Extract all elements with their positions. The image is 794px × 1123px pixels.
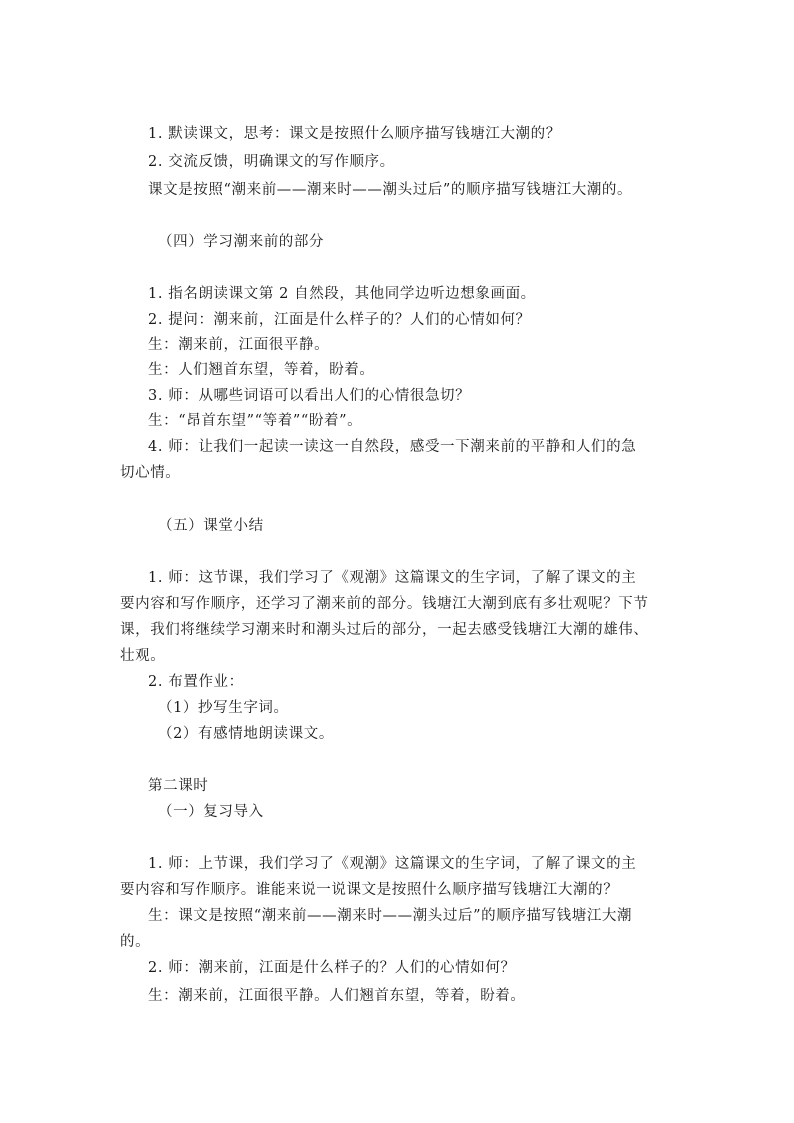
paragraph-line: 2. 交流反馈，明确课文的写作顺序。	[148, 154, 395, 170]
paragraph-line: 壮观。	[120, 648, 166, 664]
paragraph-line: 3. 师：从哪些词语可以看出人们的心情很急切？	[148, 388, 471, 404]
paragraph-line: 要内容和写作顺序，还学习了潮来前的部分。钱塘江大潮到底有多壮观呢？下节	[120, 596, 649, 612]
paragraph-line: 课文是按照“潮来前——潮来时——潮头过后”的顺序描写钱塘江大潮的。	[148, 182, 633, 198]
paragraph-line: 生：“昂首东望”“等着”“盼着”。	[148, 413, 363, 429]
paragraph-line: 生：潮来前，江面很平静。人们翘首东望，等着，盼着。	[148, 988, 526, 1004]
section-heading: （四）学习潮来前的部分	[158, 234, 325, 250]
paragraph-line: （2）有感情地朗读课文。	[158, 726, 334, 742]
paragraph-line: 1. 指名朗读课文第 2 自然段，其他同学边听边想象画面。	[148, 286, 536, 302]
paragraph-line: 2. 布置作业：	[148, 674, 244, 690]
paragraph-line: 的。	[120, 934, 151, 950]
paragraph-line: 课，我们将继续学习潮来时和潮头过后的部分，一起去感受钱塘江大潮的雄伟、	[120, 622, 649, 638]
paragraph-line: 要内容和写作顺序。谁能来说一说课文是按照什么顺序描写钱塘江大潮的？	[120, 882, 619, 898]
section-heading: （五）课堂小结	[158, 518, 264, 534]
paragraph-line: 生：潮来前，江面很平静。	[148, 337, 330, 353]
lesson-heading: 第二课时	[148, 778, 209, 794]
paragraph-line: 切心情。	[120, 465, 181, 481]
paragraph-line: （1）抄写生字词。	[158, 700, 289, 716]
paragraph-line: 1. 默读课文，思考：课文是按照什么顺序描写钱塘江大潮的？	[148, 126, 561, 142]
paragraph-line: 生：人们翘首东望，等着，盼着。	[148, 362, 375, 378]
section-heading: （一）复习导入	[158, 804, 264, 820]
paragraph-line: 2. 师：潮来前，江面是什么样子的？人们的心情如何？	[148, 960, 516, 976]
paragraph-line: 1. 师：这节课，我们学习了《观潮》这篇课文的生字词，了解了课文的主	[148, 570, 637, 586]
paragraph-line: 4. 师：让我们一起读一读这一自然段，感受一下潮来前的平静和人们的急	[148, 439, 637, 455]
paragraph-line: 1. 师：上节课，我们学习了《观潮》这篇课文的生字词，了解了课文的主	[148, 856, 637, 872]
paragraph-line: 生：课文是按照“潮来前——潮来时——潮头过后”的顺序描写钱塘江大潮	[148, 908, 633, 924]
paragraph-line: 2. 提问：潮来前，江面是什么样子的？人们的心情如何？	[148, 312, 531, 328]
